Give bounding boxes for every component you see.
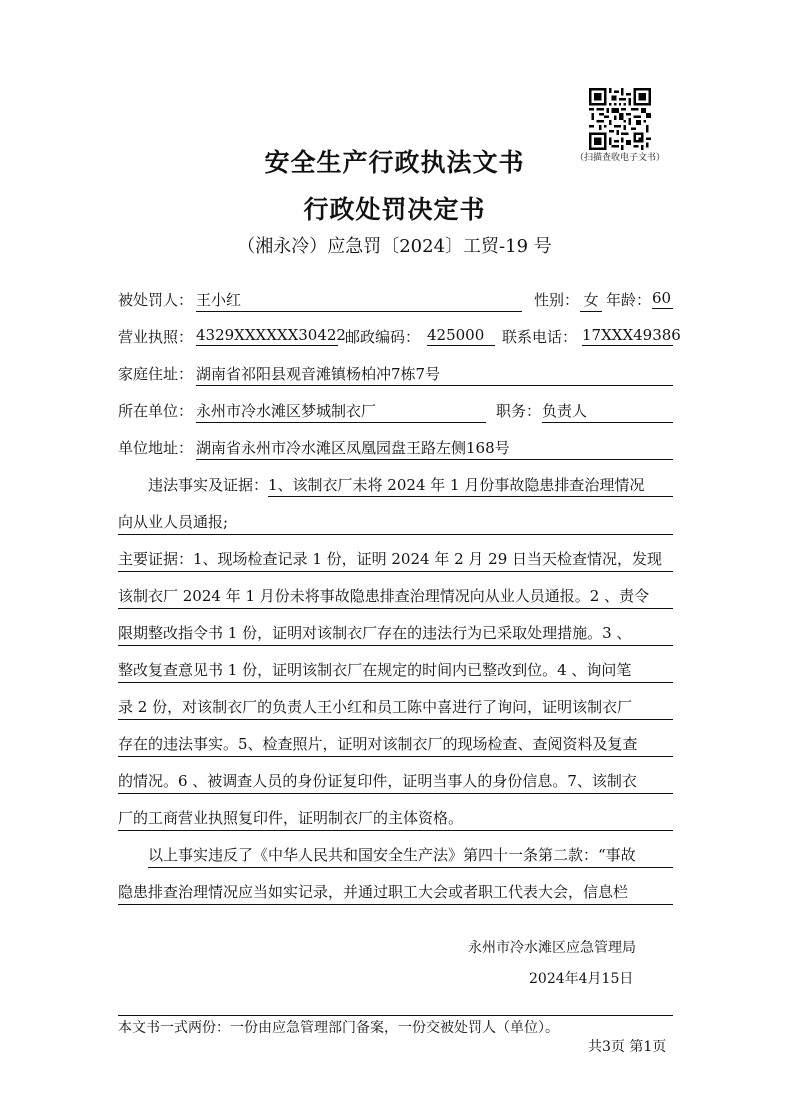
evidence-line: 厂的工商营业执照复印件，证明制衣厂的主体资格。 <box>118 807 673 831</box>
name-value: 王小红 <box>196 289 522 312</box>
document-title: 行政处罚决定书 <box>303 195 486 224</box>
duty-value: 负责人 <box>542 400 673 423</box>
age-label: 年龄： <box>606 291 652 309</box>
license-label: 营业执照： <box>118 328 194 346</box>
postcode-value: 425000 <box>427 326 495 346</box>
unit-address-label: 单位地址： <box>118 439 194 457</box>
qr-code-image <box>589 88 651 150</box>
document-category-title: 安全生产行政执法文书 <box>264 148 525 177</box>
evidence-line: 限期整改指令书 1 份，证明对该制衣厂存在的违法行为已采取处理措施。3 、 <box>118 622 673 646</box>
evidence-line: 的情况。6 、被调查人员的身份证复印件，证明当事人的身份信息。7、该制衣 <box>118 770 673 794</box>
footer-note: 本文书一式两份：一份由应急管理部门备案，一份交被处罚人（单位）。 <box>118 1020 559 1036</box>
name-label: 被处罚人： <box>118 291 194 309</box>
duty-label: 职务： <box>496 402 542 420</box>
violation-line-1: 以上事实违反了《中华人民共和国安全生产法》第四十一条第二款：“事故 <box>148 844 673 868</box>
facts-line-1: 1、该制衣厂未将 2024 年 1 月份事故隐患排查治理情况 <box>268 474 673 497</box>
home-address-value: 湖南省祁阳县观音滩镇杨柏冲7栋7号 <box>196 363 673 386</box>
violation-line-2: 隐患排查治理情况应当如实记录，并通过职工大会或者职工代表大会，信息栏 <box>118 881 673 905</box>
home-address-label: 家庭住址： <box>118 365 194 383</box>
phone-value: 17XXX49386 <box>582 326 681 344</box>
age-value: 60 <box>652 289 672 307</box>
facts-line-2: 向从业人员通报; <box>118 511 673 535</box>
document-number: （湘永冷）应急罚〔2024〕工贸-19 号 <box>237 236 552 257</box>
facts-label: 违法事实及证据： <box>148 476 269 494</box>
license-value: 4329XXXXXX30422 <box>196 326 346 344</box>
gender-value: 女 <box>580 289 602 312</box>
qr-caption: （扫描查收电子文书） <box>574 153 665 163</box>
evidence-line: 整改复查意见书 1 份，证明该制衣厂在规定的时间内已整改到位。4 、询问笔 <box>118 659 673 683</box>
gender-label: 性别： <box>534 291 580 309</box>
evidence-line: 主要证据：1、现场检查记录 1 份，证明 2024 年 2 月 29 日当天检查情况，发现 <box>118 548 673 572</box>
issue-date: 2024年4月15日 <box>529 971 634 987</box>
evidence-line: 该制衣厂 2024 年 1 月份未将事故隐患排查治理情况向从业人员通报。2 、责令 <box>118 585 673 609</box>
unit-address-value: 湖南省永州市冷水滩区凤凰园盘王路左侧168号 <box>196 437 673 460</box>
phone-label: 联系电话： <box>502 328 578 346</box>
page-indicator: 共3页 第1页 <box>588 1039 667 1055</box>
postcode-label: 邮政编码： <box>345 328 421 346</box>
evidence-line: 录 2 份，对该制衣厂的负责人王小红和员工陈中喜进行了询问，证明该制衣厂 <box>118 696 673 720</box>
issuing-agency: 永州市冷水滩区应急管理局 <box>468 940 636 956</box>
unit-label: 所在单位： <box>118 402 194 420</box>
footer-divider <box>118 1015 673 1016</box>
evidence-line: 存在的违法事实。5、检查照片，证明对该制衣厂的现场检查、查阅资料及复查 <box>118 733 673 757</box>
unit-value: 永州市冷水滩区梦城制衣厂 <box>196 400 486 423</box>
